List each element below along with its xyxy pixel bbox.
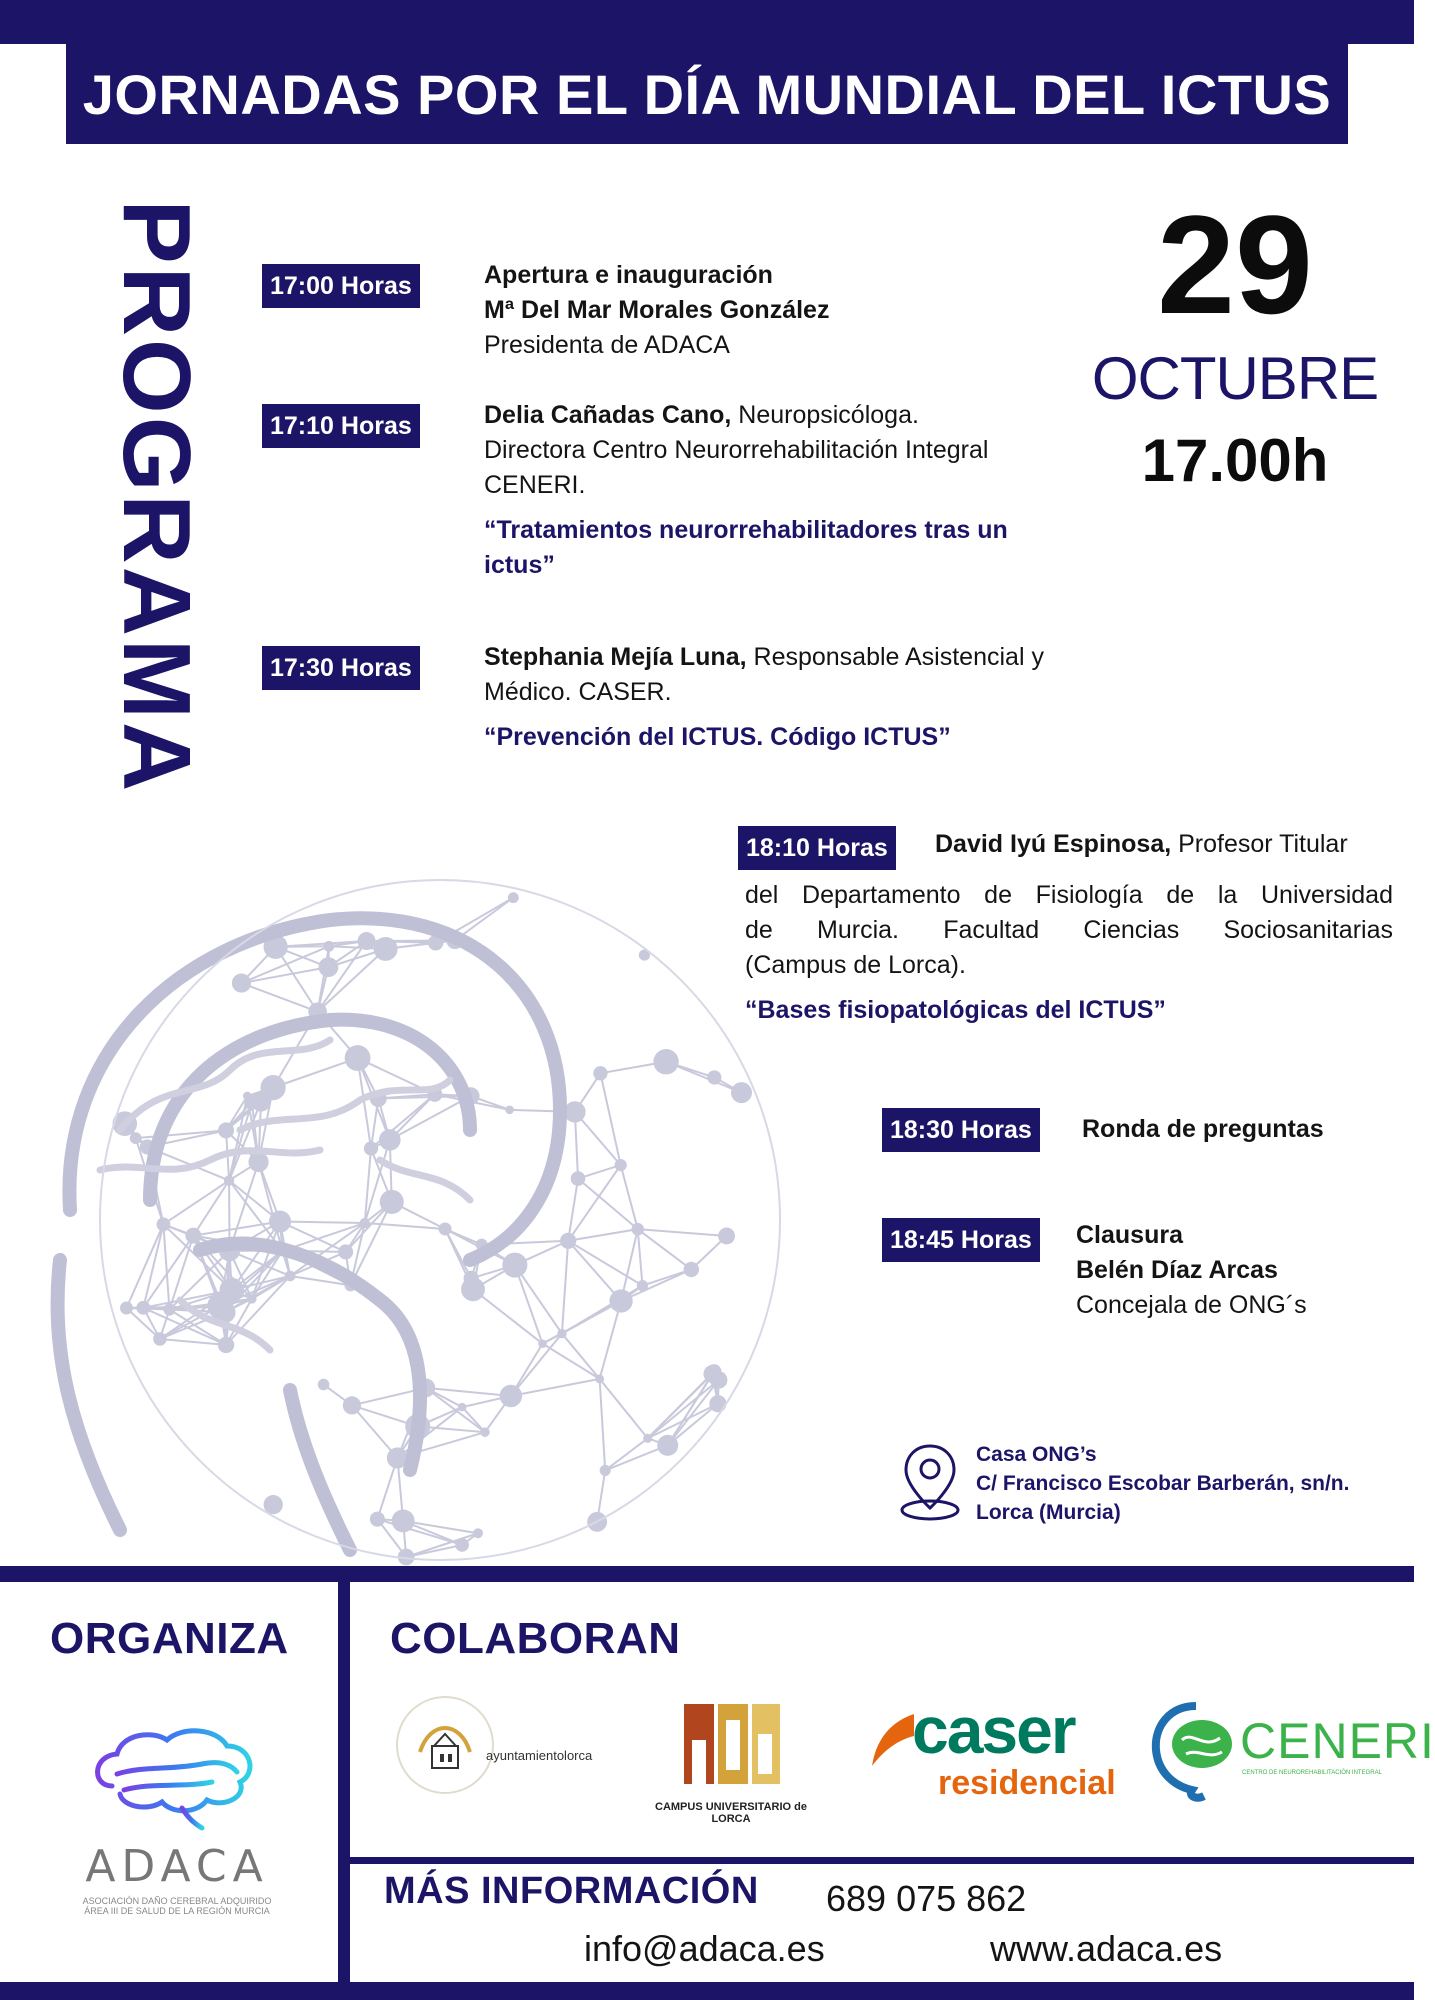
- speaker-name: Stephania Mejía Luna,: [484, 643, 747, 671]
- speaker-role: Responsable Asistencial y: [746, 643, 1044, 671]
- talk-title: “Bases fisiopatológicas del ICTUS”: [745, 996, 1166, 1024]
- network-node: [343, 1396, 361, 1414]
- network-edge: [638, 1229, 643, 1285]
- network-node: [464, 1271, 479, 1286]
- network-node: [232, 973, 251, 992]
- network-node: [709, 1395, 726, 1412]
- network-node: [285, 1271, 296, 1282]
- speaker-role: Profesor Titular: [1171, 830, 1348, 858]
- mas-informacion-heading: MÁS INFORMACIÓN: [384, 1870, 759, 1912]
- network-edge: [193, 1180, 229, 1235]
- network-node: [557, 1329, 566, 1338]
- footer-divider-bottom: [0, 1982, 1414, 2000]
- network-node: [153, 1332, 166, 1345]
- network-node: [571, 1171, 586, 1186]
- programa-text: PROGRAMA: [103, 199, 210, 795]
- network-edge: [163, 1180, 229, 1224]
- network-edge: [600, 1301, 621, 1379]
- ceneri-brand: CENERI: [1240, 1713, 1435, 1769]
- event-location: [896, 1436, 1406, 1526]
- network-edge: [163, 1224, 169, 1309]
- adaca-sub1: ASOCIACIÓN DAÑO CEREBRAL ADQUIRIDO: [82, 1896, 272, 1906]
- location-line-1: Casa ONG’s: [976, 1443, 1097, 1466]
- time-badge-1830: 18:30 Horas: [882, 1108, 1040, 1152]
- network-node: [318, 957, 338, 977]
- speaker-line-1810: [935, 827, 1395, 862]
- network-edge: [462, 1407, 485, 1432]
- item-speaker: Belén Díaz Arcas: [1076, 1256, 1278, 1284]
- schedule-item-1830: Ronda de preguntas: [1082, 1115, 1324, 1143]
- network-node: [684, 1262, 699, 1277]
- network-node: [458, 1403, 467, 1412]
- contact-email: info@adaca.es: [584, 1928, 825, 1969]
- date-month: OCTUBRE: [1091, 345, 1379, 412]
- network-edge: [543, 1344, 600, 1379]
- network-edge: [605, 1438, 648, 1470]
- caser-brand: caser: [912, 1693, 1075, 1767]
- ceneri-brain-icon: [1148, 1700, 1244, 1800]
- ceneri-sub: CENTRO DE NEUROREHABILITACIÓN INTEGRAL: [1242, 1770, 1382, 1776]
- network-node: [374, 937, 398, 961]
- location-address: [976, 1440, 1349, 1527]
- network-node: [455, 1538, 469, 1552]
- time-badge-1810: 18:10 Horas: [738, 826, 896, 870]
- network-node: [593, 1066, 607, 1080]
- organiza-heading: ORGANIZA: [50, 1614, 289, 1663]
- network-node: [502, 1253, 527, 1278]
- network-node: [600, 1465, 611, 1476]
- network-node: [560, 1233, 576, 1249]
- network-edge: [621, 1165, 638, 1229]
- caser-residencial-logo: [868, 1693, 1116, 1810]
- network-edge: [126, 1224, 163, 1308]
- network-edge: [143, 1224, 163, 1308]
- network-node: [731, 1082, 752, 1103]
- network-edge: [568, 1179, 578, 1241]
- title-banner: [66, 44, 1348, 144]
- speaker-role: Neuropsicóloga.: [731, 401, 919, 429]
- speaker-role-line4: (Campus de Lorca).: [745, 951, 966, 979]
- network-node: [269, 1210, 291, 1232]
- network-node: [707, 1364, 722, 1379]
- speaker-role-line2: del Departamento de Fisiología de la Universidad: [745, 881, 1393, 909]
- time-badge-1730: 17:30 Horas: [262, 646, 420, 690]
- speaker-name: David Iyú Espinosa,: [935, 830, 1172, 858]
- date-time: 17.00h: [1141, 427, 1329, 494]
- network-edge: [562, 1334, 600, 1379]
- network-edge: [638, 1229, 692, 1269]
- network-node: [379, 1129, 401, 1151]
- top-bar: [0, 0, 1414, 44]
- network-node: [643, 1434, 652, 1443]
- schedule-item-1700: [484, 258, 1084, 363]
- programa-label: [103, 199, 210, 795]
- ayuntamiento-lorca-logo: [390, 1690, 600, 1810]
- network-node: [260, 1075, 285, 1100]
- network-node: [508, 892, 519, 903]
- network-node: [185, 1228, 201, 1244]
- network-edge: [578, 1179, 638, 1230]
- network-edge: [273, 1058, 357, 1088]
- network-node: [120, 1302, 133, 1315]
- campus-lorca-logo: [646, 1700, 816, 1825]
- contact-website: www.adaca.es: [990, 1928, 1223, 1969]
- network-node: [505, 1106, 514, 1115]
- network-node: [130, 1132, 142, 1144]
- time-badge-1700: 17:00 Horas: [262, 264, 420, 308]
- network-node: [218, 1122, 234, 1138]
- caser-sub: residencial: [938, 1764, 1116, 1802]
- network-node: [318, 1379, 330, 1391]
- network-edge: [241, 983, 317, 1012]
- network-node: [564, 1101, 585, 1122]
- brain-network-illustration: [0, 830, 870, 1570]
- network-edge: [350, 1202, 391, 1285]
- network-node: [439, 1222, 452, 1235]
- network-edge: [668, 1380, 719, 1445]
- network-edge: [568, 1241, 621, 1301]
- campus-mark-icon: [646, 1700, 816, 1790]
- time-badge-1845: 18:45 Horas: [882, 1218, 1040, 1262]
- network-node: [358, 932, 376, 950]
- network-node: [380, 1190, 404, 1214]
- network-node: [218, 1337, 234, 1353]
- network-node: [248, 1152, 268, 1172]
- item-title: Clausura: [1076, 1221, 1183, 1249]
- schedule-item-1845: [1076, 1218, 1396, 1323]
- adaca-brain-icon: [62, 1716, 292, 1836]
- network-edge: [600, 1379, 606, 1471]
- location-line-3: Lorca (Murcia): [976, 1501, 1121, 1524]
- footer-divider-vertical: [338, 1582, 350, 1982]
- network-node: [480, 1427, 490, 1437]
- network-edge: [638, 1229, 727, 1236]
- network-node: [637, 1280, 648, 1291]
- ceneri-logo: [1148, 1700, 1435, 1810]
- caser-swoosh-icon: [868, 1710, 918, 1770]
- speaker-role-line3: CENERI.: [484, 471, 586, 499]
- network-node: [609, 1289, 632, 1312]
- network-node: [653, 1049, 678, 1074]
- network-edge: [568, 1229, 638, 1241]
- talk-title: “Tratamientos neurorrehabilitadores tras un ictus”: [484, 516, 1008, 579]
- lorca-text: ayuntamientolorca: [486, 1748, 593, 1763]
- date-day: 29: [1157, 186, 1313, 343]
- schedule-item-1710: [484, 398, 1084, 583]
- network-node: [538, 1339, 547, 1348]
- network-edge: [568, 1241, 642, 1286]
- network-node: [345, 1045, 371, 1071]
- network-node: [707, 1070, 721, 1084]
- network-node: [657, 1435, 678, 1456]
- talk-title: “Prevención del ICTUS. Código ICTUS”: [484, 723, 951, 751]
- network-node: [243, 1092, 251, 1100]
- speaker-name: Delia Cañadas Cano,: [484, 401, 732, 429]
- item-role: Concejala de ONG´s: [1076, 1291, 1307, 1319]
- network-node: [136, 1301, 150, 1315]
- lorca-shield-icon: [390, 1690, 500, 1800]
- network-edge: [562, 1241, 568, 1334]
- network-edge: [511, 1379, 600, 1396]
- page-title: JORNADAS POR EL DÍA MUNDIAL DEL ICTUS: [82, 62, 1332, 126]
- network-node: [323, 941, 334, 952]
- network-node: [631, 1223, 644, 1236]
- schedule-item-1730: [484, 640, 1124, 755]
- contact-phone: 689 075 862: [826, 1878, 1027, 1919]
- adaca-sub2: ÁREA III DE SALUD DE LA REGIÓN MURCIA: [84, 1906, 270, 1916]
- footer-divider-middle: [350, 1857, 1414, 1864]
- network-node: [370, 1512, 385, 1527]
- time-badge-1710: 17:10 Horas: [262, 404, 420, 448]
- adaca-name: ADACA: [85, 1841, 269, 1892]
- network-node: [718, 1228, 735, 1245]
- network-node: [595, 1374, 604, 1383]
- network-edge: [280, 1222, 365, 1223]
- network-edge: [229, 1096, 247, 1180]
- network-node: [364, 1141, 378, 1155]
- location-line-2: C/ Francisco Escobar Barberán, sn/n.: [976, 1472, 1350, 1495]
- item-title: Apertura e inauguración: [484, 261, 773, 289]
- adaca-logo: [62, 1716, 292, 1916]
- network-edge: [390, 1096, 471, 1140]
- network-node: [473, 1528, 483, 1538]
- network-node: [615, 1159, 627, 1171]
- speaker-role-line2: Médico. CASER.: [484, 678, 672, 706]
- network-node: [500, 1385, 522, 1407]
- network-node: [247, 1294, 257, 1304]
- network-node: [392, 1509, 415, 1532]
- network-node: [156, 1217, 170, 1231]
- schedule-item-1810: [745, 878, 1393, 1028]
- network-node: [360, 1218, 370, 1228]
- network-edge: [600, 1379, 648, 1438]
- network-node: [338, 1244, 353, 1259]
- speaker-role-line3: de Murcia. Facultad Ciencias Sociosanitarias: [745, 916, 1393, 944]
- colaboran-heading: COLABORAN: [390, 1614, 681, 1663]
- footer-divider-top: [0, 1566, 1414, 1582]
- network-node: [163, 1303, 175, 1315]
- network-edge: [600, 1073, 620, 1165]
- item-speaker: Mª Del Mar Morales González: [484, 296, 830, 324]
- speaker-role-line2: Directora Centro Neurorrehabilitación Integral: [484, 436, 989, 464]
- network-node: [224, 1175, 234, 1185]
- network-node: [220, 1278, 244, 1302]
- location-pin-icon: [896, 1438, 964, 1524]
- item-role: Presidenta de ADACA: [484, 331, 730, 359]
- campus-text: CAMPUS UNIVERSITARIO de LORCA: [655, 1801, 807, 1825]
